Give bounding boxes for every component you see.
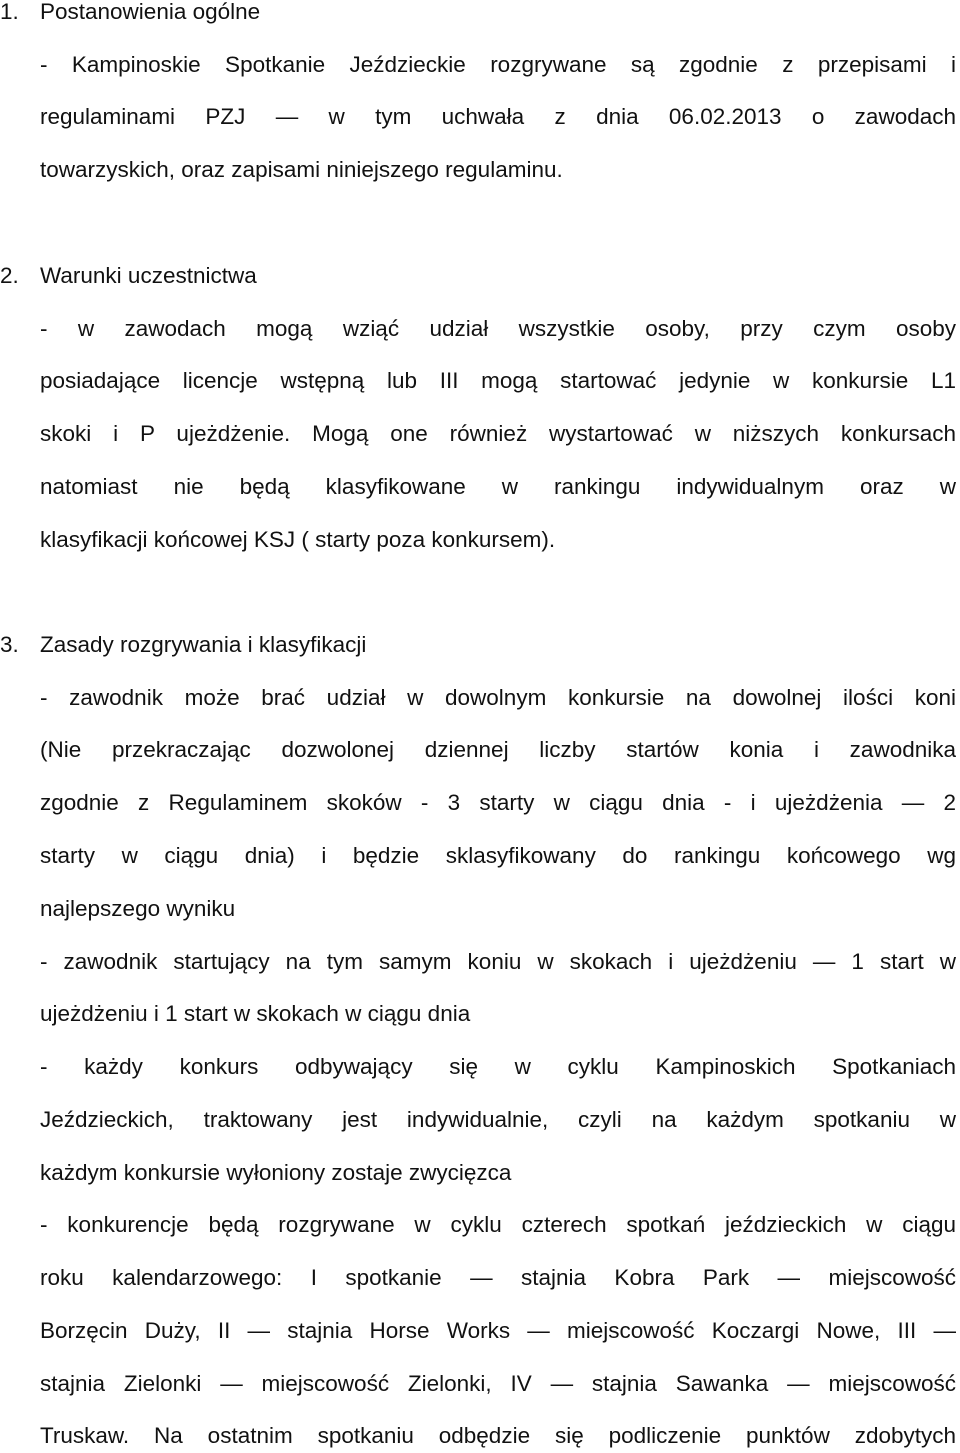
section-1-line-2: regulaminami PZJ — w tym uchwała z dnia 06.02.2013 o zawodach [40, 104, 956, 129]
section-3-line-7: ujeżdżeniu i 1 start w skokach w ciągu dnia [40, 1001, 471, 1026]
section-3-line-13: Borzęcin Duży, II — stajnia Horse Works — miejscowość Koczargi Nowe, III — [40, 1318, 956, 1343]
section-3-number: 3. [0, 632, 19, 657]
section-3-line-6: - zawodnik startujący na tym samym koniu w skokach i ujeżdżeniu — 1 start w [40, 949, 956, 974]
section-2-line-4: natomiast nie będą klasyfikowane w rankingu indywidualnym oraz w [40, 474, 956, 499]
section-3-line-5: najlepszego wyniku [40, 896, 236, 921]
section-2-heading [0, 262, 257, 290]
section-1-heading [0, 0, 260, 26]
section-3-line-12: roku kalendarzowego: I spotkanie — stajnia Kobra Park — miejscowość [40, 1265, 956, 1290]
section-3-line-1: - zawodnik może brać udział w dowolnym konkursie na dowolnej ilości koni [40, 685, 956, 710]
section-2-title: Warunki uczestnictwa [40, 263, 257, 288]
section-2-number: 2. [0, 263, 19, 288]
section-3-line-14: stajnia Zielonki — miejscowość Zielonki, IV — stajnia Sawanka — miejscowość [40, 1371, 956, 1396]
section-1-number: 1. [0, 0, 19, 24]
section-1-title: Postanowienia ogólne [40, 0, 261, 24]
section-2-line-2: posiadające licencje wstępną lub III mogą startować jedynie w konkursie L1 [40, 368, 956, 393]
section-3-line-9: Jeździeckich, traktowany jest indywidualnie, czyli na każdym spotkaniu w [40, 1107, 956, 1132]
section-1-line-3: towarzyskich, oraz zapisami niniejszego regulaminu. [40, 157, 563, 182]
section-3-line-8: - każdy konkurs odbywający się w cyklu Kampinoskich Spotkaniach [40, 1054, 956, 1079]
section-3-heading [0, 631, 366, 659]
section-3-line-11: - konkurencje będą rozgrywane w cyklu czterech spotkań jeździeckich w ciągu [40, 1212, 956, 1237]
section-3-line-10: każdym konkursie wyłoniony zostaje zwycięzca [40, 1160, 512, 1185]
section-2-line-1: - w zawodach mogą wziąć udział wszystkie osoby, przy czym osoby [40, 316, 956, 341]
section-2-line-5: klasyfikacji końcowej KSJ ( starty poza konkursem). [40, 527, 556, 552]
section-3-line-2: (Nie przekraczając dozwolonej dziennej liczby startów konia i zawodnika [40, 737, 956, 762]
section-3-line-15: Truskaw. Na ostatnim spotkaniu odbędzie się podliczenie punktów zdobytych [40, 1423, 956, 1448]
section-2-line-3: skoki i P ujeżdżenie. Mogą one również wystartować w niższych konkursach [40, 421, 956, 446]
section-1-line-1: - Kampinoskie Spotkanie Jeździeckie rozgrywane są zgodnie z przepisami i [40, 52, 956, 77]
section-3-title: Zasady rozgrywania i klasyfikacji [40, 632, 367, 657]
section-3-line-4: starty w ciągu dnia) i będzie sklasyfikowany do rankingu końcowego wg [40, 843, 956, 868]
section-3-line-3: zgodnie z Regulaminem skoków - 3 starty w ciągu dnia - i ujeżdżenia — 2 [40, 790, 956, 815]
